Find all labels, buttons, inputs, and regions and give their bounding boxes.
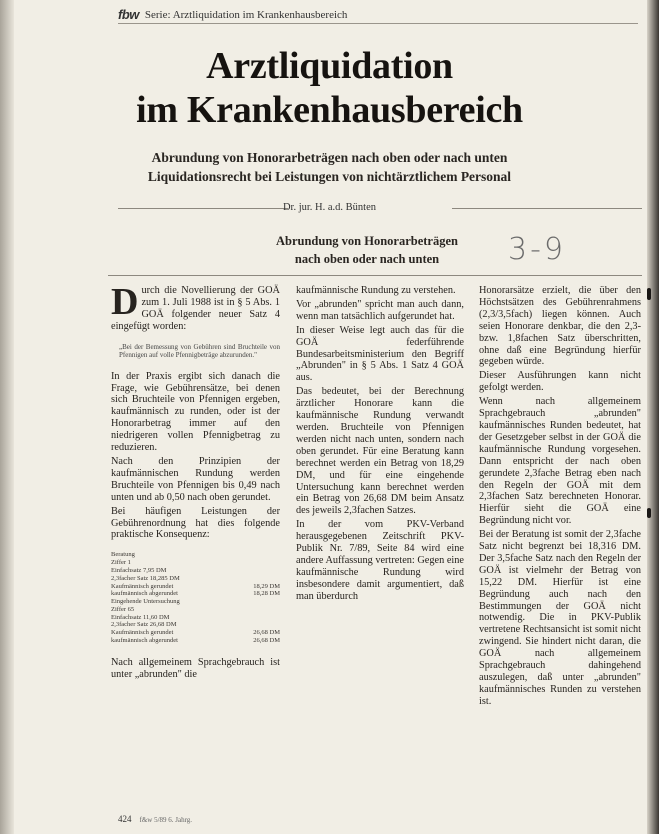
article-title xyxy=(0,44,659,132)
calc-row: Einfachsatz 11,60 DM xyxy=(111,613,170,621)
article-subtitle xyxy=(0,148,659,186)
scan-edge-mark xyxy=(647,508,651,518)
calc-row: Ziffer 1 xyxy=(111,559,131,567)
handwritten-note: 3-9 xyxy=(508,232,566,267)
journal-issue: f&w 5/89 6. Jahrg. xyxy=(139,816,193,824)
calc-row: Einfachsatz 7,95 DM xyxy=(111,566,167,574)
page-footer xyxy=(118,814,192,824)
calc-row: kaufmännisch abgerundet 18,28 DM xyxy=(111,590,280,598)
paragraph: Dieser Ausführungen kann nicht gefolgt werden. xyxy=(479,370,641,394)
paragraph: Bei der Beratung ist somit der 2,3fache Satz nicht begrenzt bei 18,316 DM. Der 3,5fache Satz nach den Regeln der GOÄ ist vielmehr der Betrag von 15,22 DM. Hierfür ist eine Begründung auch nach den Bestimmungen der GOÄ nicht notwendig. Die in PKV-Publik vertretene Rechtsansicht ist somit nicht zwingend. Sie hindert nicht daran, die GOÄ nach allgemeinem Sprachgebrauch dahingehend auszulegen, daß unter „abrunden" kaufmännisches Runden zu verstehen ist. xyxy=(479,529,641,707)
drop-cap: D xyxy=(111,281,139,323)
subtitle-line-1: Abrundung von Honorarbeträgen nach oben oder nach unten xyxy=(151,150,508,165)
paragraph: Durch die Novellierung der GOÄ zum 1. Juli 1988 ist in § 5 Abs. 1 GOÄ folgender neuer Satz 4 eingefügt worden: xyxy=(111,281,280,332)
running-header xyxy=(118,7,347,22)
author-byline: Dr. jur. H. a.d. Bünten xyxy=(282,202,377,213)
subtitle-line-2: Liquidationsrecht bei Leistungen von nichtärztlichem Personal xyxy=(147,169,512,184)
paragraph: Das bedeutet, bei der Berechnung ärztlicher Honorare kann die kaufmännische Rundung verwandt werden. Bruchteile von Pfennigen werden nicht nach unten, sondern nach oben gerundet. Für eine Beratung kann berechnet werden ein Betrag von 18,29 DM, und für eine eingehende Untersuchung kann berechnet werden ein Betrag von 26,68 DM beim Ansatz des jeweils 2,3fachen Satzes. xyxy=(296,386,464,517)
paragraph: In dieser Weise legt auch das für die GOÄ federführende Bundesarbeitsministerium den Begriff „Abrunden" in § 5 Abs. 1 Satz 4 GOÄ aus. xyxy=(296,324,464,384)
title-line-2: im Krankenhausbereich xyxy=(136,89,523,131)
calculation-table xyxy=(111,551,280,645)
paragraph: Nach den Prinzipien der kaufmännischen Rundung werden Bruchteile von Pfennigen bis 0,49 nach unten und ab 0,50 nach oben gerundet. xyxy=(111,455,280,503)
quoted-clause: „Bei der Bemessung von Gebühren sind Bruchteile von Pfennigen auf volle Pfennigbeträge abzurunden." xyxy=(119,342,280,359)
calc-row: Beratung xyxy=(111,551,135,559)
paragraph: Wenn nach allgemeinem Sprachgebrauch „abrunden" kaufmännisches Runden bedeutet, hat der Gesetzgeber selbst in der GOÄ die kaufmännische Rundung vorgesehen. Dann entspricht der nach oben gerundete 2,3fache Betrag eben nach den Regeln der GOÄ mit dem 2,3fachen Satz berechneten Honorar. Hierfür sieht die GOÄ eine Begründung nicht vor. xyxy=(479,396,641,527)
text-column-3 xyxy=(479,285,641,710)
page-number: 424 xyxy=(118,814,132,824)
text-column-1 xyxy=(111,281,280,683)
section-heading-line-2: nach oben oder nach unten xyxy=(294,252,440,266)
section-heading-line-1: Abrundung von Honorarbeträgen xyxy=(276,234,458,248)
paragraph: kaufmännische Rundung zu verstehen. xyxy=(296,285,456,296)
calc-row: Kaufmännisch gerundet 26,68 DM xyxy=(111,629,280,637)
paragraph: Vor „abrunden" spricht man auch dann, wenn man tatsächlich aufgerundet hat. xyxy=(296,298,464,322)
paragraph: Honorarsätze erzielt, die über den Höchstsätzen des Gebührenrahmens (2,3/3,5fach) liegen können. Auch seien Honorare denkbar, die den 2,3- bzw. 1,8fachen Satz überschritten, ohne daß eine Begründung hierfür gegeben würde. xyxy=(479,285,641,368)
section-heading xyxy=(237,232,497,268)
columns-divider xyxy=(108,275,642,276)
calc-row: Kaufmännisch gerundet 18,29 DM xyxy=(111,582,280,590)
paragraph: Bei häufigen Leistungen der Gebührenordnung hat dies folgende praktische Konsequenz: xyxy=(111,505,280,541)
series-label: Serie: Arztliquidation im Krankenhausbereich xyxy=(144,8,348,21)
text-column-2 xyxy=(296,285,464,605)
paragraph: In der Praxis ergibt sich danach die Frage, wie Gebührensätze, bei denen sich Bruchteile von Pfennigen ergeben, kaufmännisch zu runden, oder ist der Honorarbetrag immer auf den niedrigeren vollen Pfennigbetrag zu reduzieren. xyxy=(111,370,280,454)
calc-row: 2,3facher Satz 26,68 DM xyxy=(111,621,177,629)
author-rule-right xyxy=(452,208,642,209)
calc-row: Ziffer 65 xyxy=(111,605,135,613)
scan-edge-mark xyxy=(647,288,651,300)
calc-row: 2,3facher Satz 18,285 DM xyxy=(111,574,180,582)
title-line-1: Arztliquidation xyxy=(206,45,453,87)
calc-row: kaufmännisch abgerundet 26,68 DM xyxy=(111,637,280,645)
paragraph: Nach allgemeinem Sprachgebrauch ist unter „abrunden" die xyxy=(111,656,280,680)
journal-logo: fbw xyxy=(118,7,139,22)
header-divider xyxy=(118,23,638,24)
paragraph: In der vom PKV-Verband herausgegebenen Zeitschrift PKV-Publik Nr. 7/89, Seite 84 wird eine andere Auffassung vertreten: Gegen eine kaufmännische Rundung wird insbesondere damit argumentiert, daß man überdurch xyxy=(296,519,464,602)
calc-row: Eingehende Untersuchung xyxy=(111,598,180,606)
